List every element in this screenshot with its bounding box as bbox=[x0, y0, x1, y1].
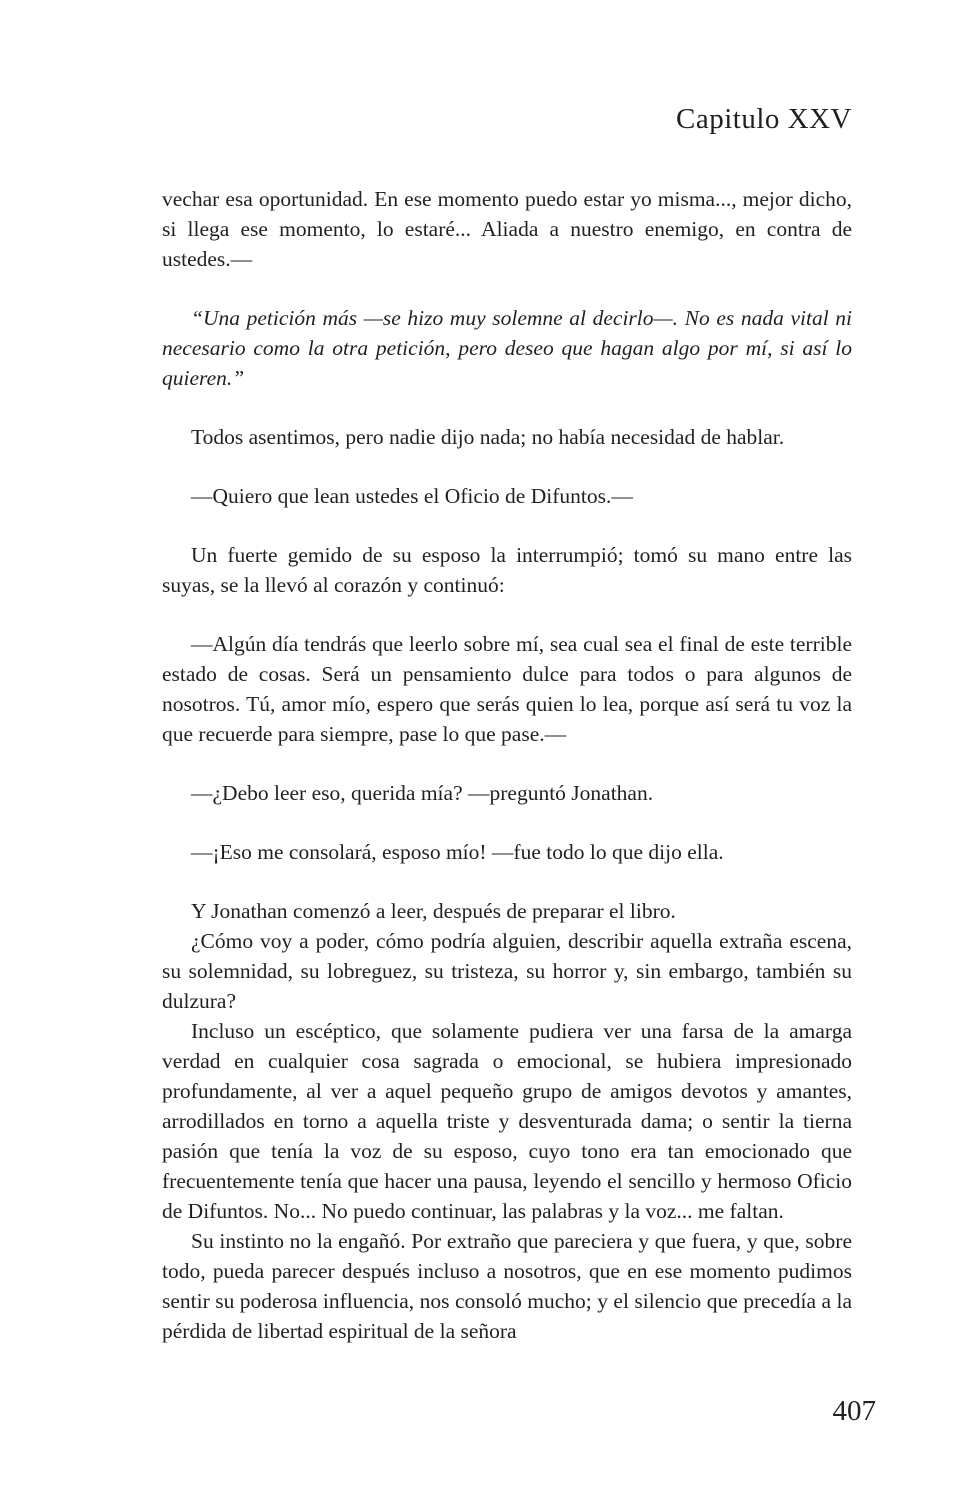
paragraph: Su instinto no la engañó. Por extraño que pareciera y que fuera, y que, sobre todo, pueda parecer después incluso a nosotros, que en ese momento pudimos sentir su poderosa influencia, nos consoló mucho; y el silencio que precedía a la pérdida de libertad espiritual de la señora bbox=[162, 1229, 852, 1343]
chapter-header: Capitulo XXV bbox=[676, 103, 852, 135]
paragraph-dialogue: —¡Eso me consolará, esposo mío! —fue todo lo que dijo ella. bbox=[191, 840, 724, 864]
paragraph-dialogue: —Algún día tendrás que leerlo sobre mí, sea cual sea el final de este terrible estado de cosas. Será un pensamiento dulce para todos o para algunos de nosotros. Tú, amor mío, espero que serás quien lo lea, porque así será tu voz la que recuerde para siempre, pase lo que pase.— bbox=[162, 632, 852, 746]
page-number: 407 bbox=[832, 1395, 876, 1427]
paragraph: Todos asentimos, pero nadie dijo nada; no había necesidad de hablar. bbox=[191, 425, 785, 449]
paragraph-quote: “Una petición más —se hizo muy solemne al decirlo—. No es nada vital ni necesario como la otra petición, pero deseo que hagan algo por mí, si así lo quieren.” bbox=[162, 306, 852, 390]
paragraph-dialogue: —¿Debo leer eso, querida mía? —preguntó Jonathan. bbox=[191, 781, 654, 805]
paragraph: Un fuerte gemido de su esposo la interrumpió; tomó su mano entre las suyas, se la llevó al corazón y continuó: bbox=[162, 543, 852, 597]
paragraph: ¿Cómo voy a poder, cómo podría alguien, describir aquella extraña escena, su solemnidad, su lobreguez, su tristeza, su horror y, sin embargo, también su dulzura? bbox=[162, 929, 852, 1013]
paragraph: vechar esa oportunidad. En ese momento puedo estar yo misma..., mejor dicho, si llega ese momento, lo estaré... Aliada a nuestro enemigo, en contra de ustedes.— bbox=[162, 187, 852, 271]
paragraph: Y Jonathan comenzó a leer, después de preparar el libro. bbox=[191, 899, 676, 923]
body-text bbox=[162, 184, 852, 1346]
paragraph-dialogue: —Quiero que lean ustedes el Oficio de Difuntos.— bbox=[191, 484, 633, 508]
paragraph: Incluso un escéptico, que solamente pudiera ver una farsa de la amarga verdad en cualquier cosa sagrada o emocional, se hubiera impresionado profundamente, al ver a aquel pequeño grupo de amigos devotos y amantes, arrodillados en torno a aquella triste y desventurada dama; o sentir la tierna pasión que tenía la voz de su esposo, cuyo tono era tan emocionado que frecuentemente tenía que hacer una pausa, leyendo el sencillo y hermoso Oficio de Difuntos. No... No puedo continuar, las palabras y la voz... me faltan. bbox=[162, 1019, 852, 1223]
